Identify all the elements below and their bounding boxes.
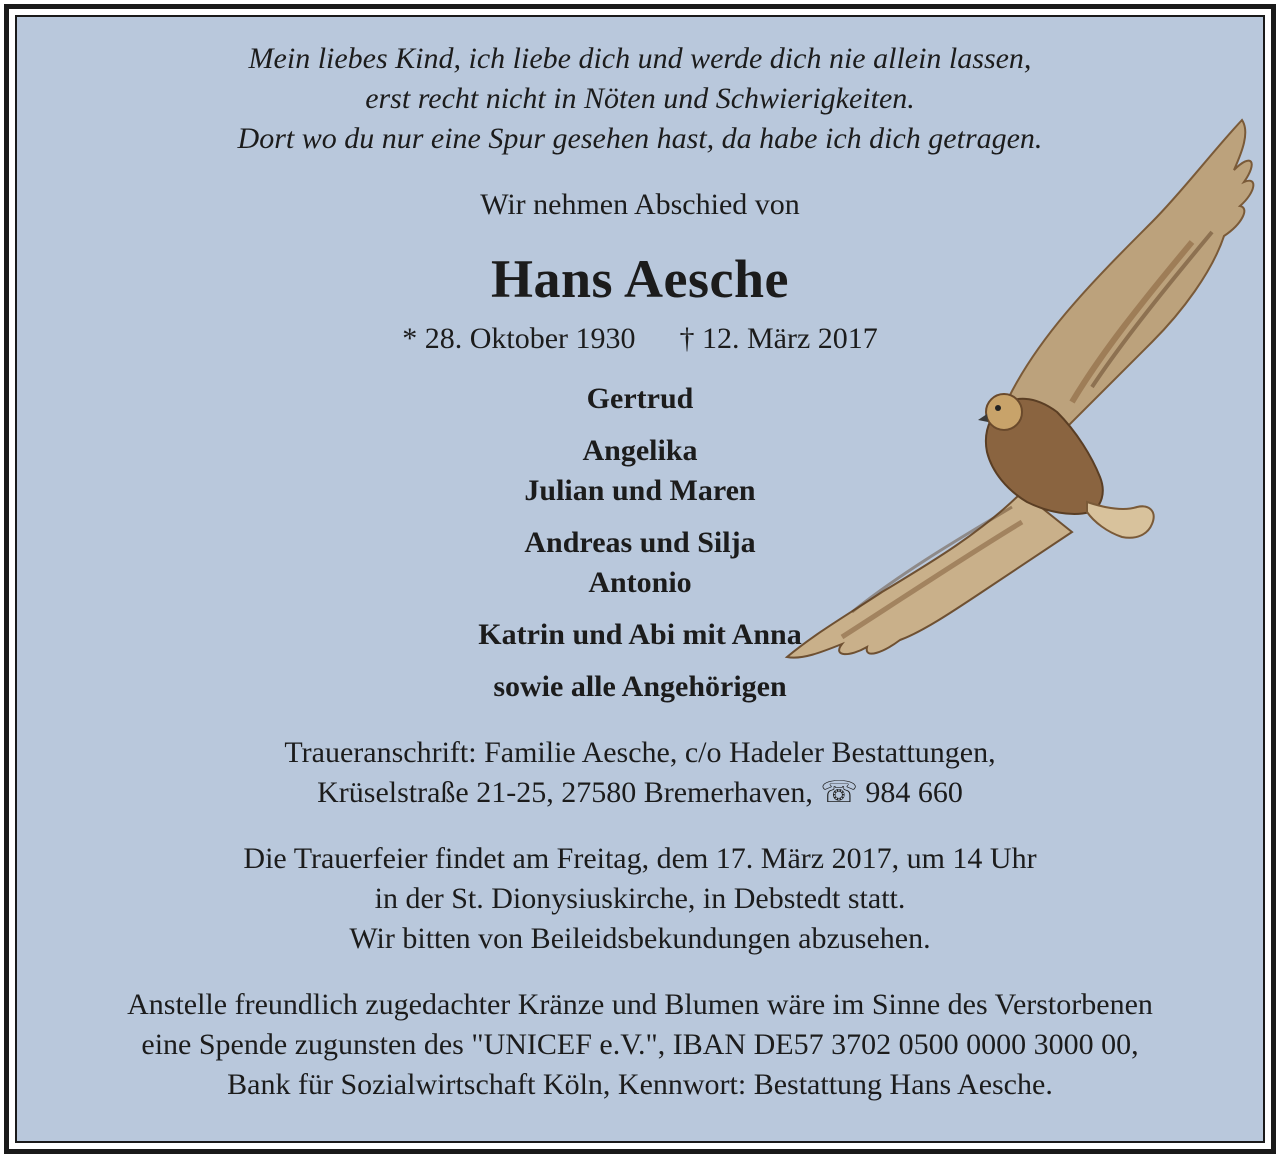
mourner-group (17, 615, 1263, 655)
mourner-group (17, 667, 1263, 707)
mourner-name: Angelika (582, 434, 698, 467)
service-line: Die Trauerfeier findet am Freitag, dem 17. März 2017, um 14 Uhr (243, 842, 1037, 875)
obituary-notice (4, 4, 1276, 1154)
mourner-group (17, 379, 1263, 419)
mourning-address (17, 733, 1263, 813)
mourner-group (17, 523, 1263, 603)
donation-line: eine Spende zugunsten des "UNICEF e.V.", IBAN DE57 3702 0500 0000 3000 00, (141, 1028, 1139, 1061)
donation-line: Bank für Sozialwirtschaft Köln, Kennwort: Bestattung Hans Aesche. (227, 1068, 1053, 1101)
deceased-name: Hans Aesche (490, 249, 790, 309)
mourner-name: Katrin und Abi mit Anna (478, 618, 802, 651)
address-line: Traueranschrift: Familie Aesche, c/o Hadeler Bestattungen, (284, 736, 996, 769)
mourner-name: Andreas und Silja (524, 526, 756, 559)
mourner-name: sowie alle Angehörigen (493, 670, 787, 703)
life-dates (17, 319, 1263, 359)
address-line: Krüselstraße 21-25, 27580 Bremerhaven, ☏ 984 660 (317, 776, 963, 809)
mourner-group (17, 431, 1263, 511)
mourner-name: Antonio (588, 566, 692, 599)
mourners-list (17, 379, 1263, 707)
death-date: † 12. März 2017 (679, 322, 878, 355)
notice-panel (15, 15, 1265, 1143)
verse-block (17, 39, 1263, 159)
verse-line: erst recht nicht in Nöten und Schwierigkeiten. (365, 82, 915, 115)
mourner-name: Gertrud (586, 382, 694, 415)
service-line: in der St. Dionysiuskirche, in Debstedt statt. (374, 882, 906, 915)
verse-line: Dort wo du nur eine Spur gesehen hast, da habe ich dich getragen. (237, 122, 1043, 155)
verse-line: Mein liebes Kind, ich liebe dich und werde dich nie allein lassen, (248, 42, 1032, 75)
notice-content (17, 17, 1263, 1105)
birth-date: * 28. Oktober 1930 (402, 322, 636, 355)
mourner-name: Julian und Maren (524, 474, 756, 507)
donation-line: Anstelle freundlich zugedachter Kränze und Blumen wäre im Sinne des Verstorbenen (127, 988, 1153, 1021)
donation-request (17, 985, 1263, 1105)
service-line: Wir bitten von Beileidsbekundungen abzusehen. (349, 922, 931, 955)
farewell-intro: Wir nehmen Abschied von (480, 188, 800, 221)
funeral-service-info (17, 839, 1263, 959)
